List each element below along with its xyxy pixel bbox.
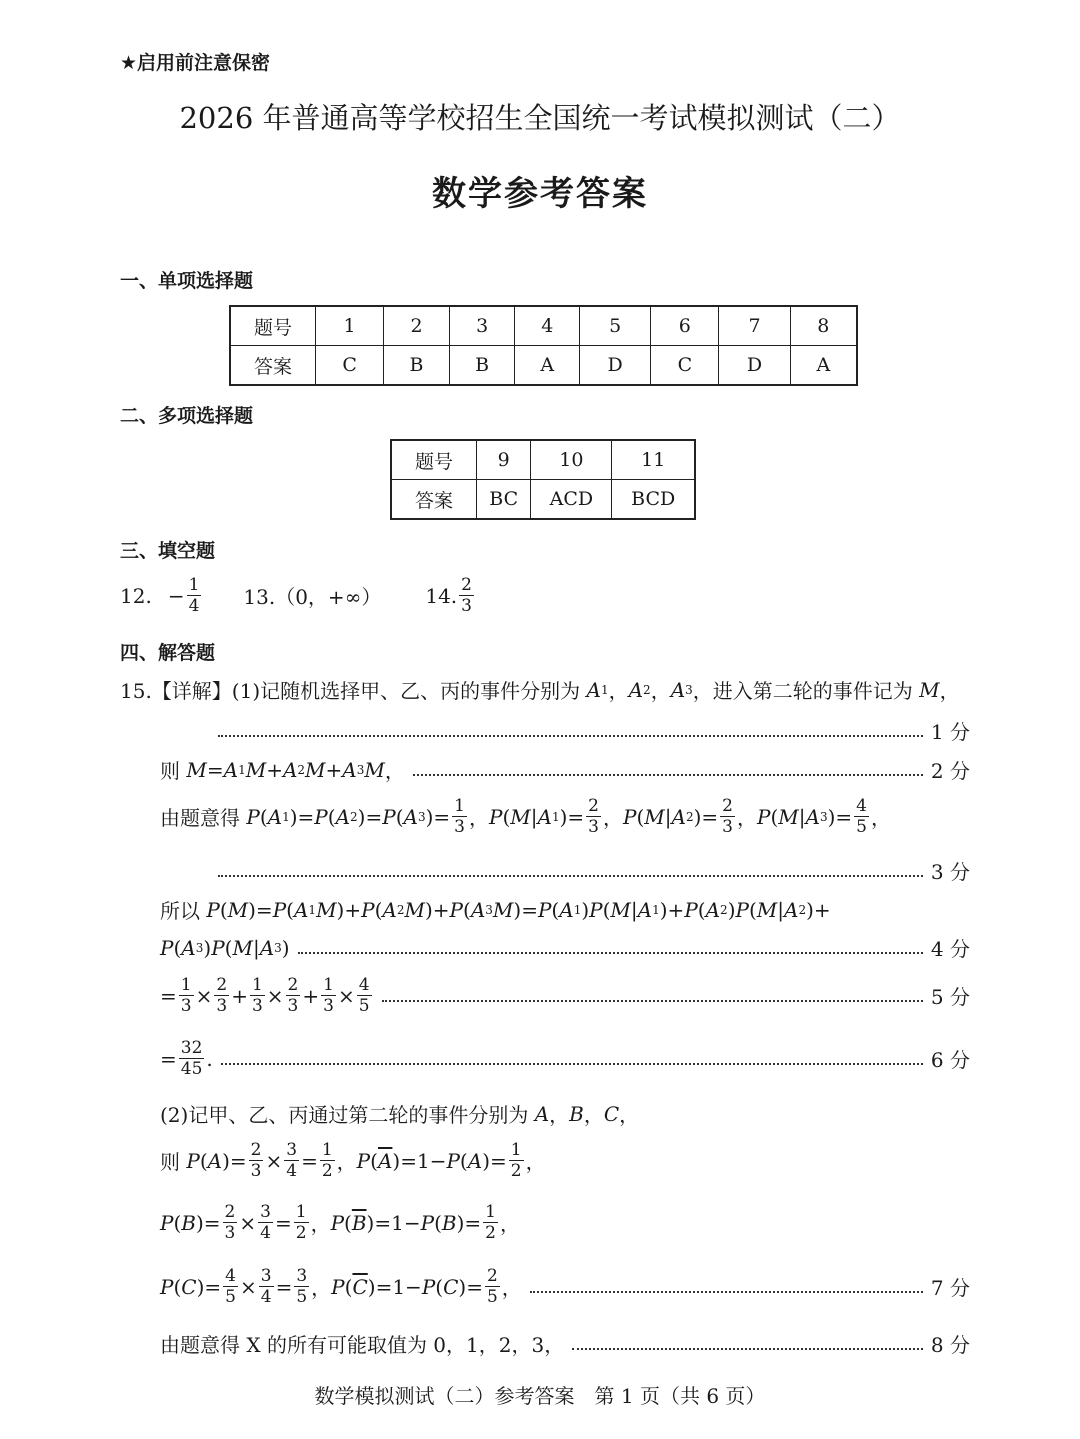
solution-line: P ( A 3 ) P ( M | A 3 ) 4 分 [160,933,970,962]
solution-line: 则 P ( A )= 2 3 × 3 4 = 1 2 ， P ( $\overline{A}$ )=1− P ( A )= 1 2 ， [160,1140,546,1181]
table-cell: C [651,346,719,386]
score-label: 2 分 [930,759,970,783]
table-row [230,306,857,346]
q12-label: 12. [120,583,152,608]
table-header-cell: 答案 [391,480,477,520]
table-cell: 11 [612,440,695,480]
table-cell: B [384,346,450,386]
table-cell: 4 [515,306,580,346]
confidential-notice: ★启用前注意保密 [120,52,271,74]
section-heading-multiple-choice: 二、多项选择题 [120,405,254,427]
single-choice-answer-table [229,305,858,386]
section-heading-single-choice: 一、单项选择题 [120,270,254,292]
table-cell: 8 [790,306,857,346]
solution-line: 15.【详解】(1)记随机选择甲、乙、丙的事件分别为 A 1 ， A 2 ， A 3 ，进入第二轮的事件记为 M ， [120,677,960,703]
solution-line: = 1 3 × 2 3 + 1 3 × 2 3 + 1 3 × 4 5 5 分 [160,975,970,1016]
solution-line: 由题意得 X 的所有可能取值为 0，1，2，3， 8 分 [160,1329,970,1358]
score-label: 3 分 [930,860,970,884]
table-cell: 10 [531,440,612,480]
table-row [391,480,695,520]
page-footer: 数学模拟测试（二）参考答案 第 1 页（共 6 页） [314,1384,766,1408]
table-cell: D [580,346,651,386]
solution-line: P ( B )= 2 3 × 3 4 = 1 2 ， P ( $\overline{B}$ )=1− P ( B )= 1 2 ， [160,1202,520,1243]
score-label: 5 分 [930,985,970,1009]
table-cell: 3 [449,306,515,346]
fill-blank-answers [120,575,476,616]
table-cell: 2 [384,306,450,346]
table-cell: BC [477,480,531,520]
multiple-choice-answer-table [390,439,696,520]
table-cell: D [719,346,790,386]
table-header-cell: 题号 [230,306,316,346]
table-cell: BCD [612,480,695,520]
section-heading-solutions: 四、解答题 [120,642,216,664]
table-cell: C [316,346,384,386]
table-cell: A [515,346,580,386]
solution-line: 则 M = A 1 M + A 2 M + A 3 M ， 2 分 [160,755,970,784]
score-label: 1 分 [930,720,970,744]
solution-line: 由题意得 P ( A 1 )= P ( A 2 )= P ( A 3 )= 1 3 ， P ( M | A 1 )= 2 3 ， P ( M | A 2 )= 2 3 ， P ( M | A 3 )= 4 5 ， [160,796,891,837]
q14-label: 14. [425,583,458,608]
q12-sign: − [167,583,185,608]
q12-fraction: $\frac{1}{4}$ [188,575,200,616]
solution-line: = 32 45 . 6 分 [160,1038,970,1079]
score-label: 4 分 [930,937,970,961]
table-cell: 9 [477,440,531,480]
table-header-cell: 答案 [230,346,316,386]
exam-title: 2026 年普通高等学校招生全国统一考试模拟测试（二） [179,101,901,135]
table-row [391,440,695,480]
table-cell: 6 [651,306,719,346]
table-cell: B [449,346,515,386]
score-label: 8 分 [930,1333,970,1357]
score-line [210,856,970,885]
table-cell: 5 [580,306,651,346]
page-title: 数学参考答案 [432,174,648,214]
solution-line: P ( C )= 4 5 × 3 4 = 3 5 ， P ( $\overline{C}$ )=1− P ( C )= 2 5 ， 7 分 [160,1266,970,1307]
table-cell: ACD [531,480,612,520]
table-cell: 1 [316,306,384,346]
table-cell: A [790,346,857,386]
q13-answer: 13.（0，+∞） [243,585,382,609]
table-header-cell: 题号 [391,440,477,480]
score-label: 7 分 [930,1276,970,1300]
solution-line: 所以 P ( M )= P ( A 1 M )+ P ( A 2 M )+ P ( A 3 M )= P ( A 1 ) P ( M | A 1 )+ P ( A 2 ) P ( M | A 2 )+ [160,897,831,923]
solution-line: (2)记甲、乙、丙通过第二轮的事件分别为 A ， B ， C ， [160,1101,640,1127]
table-row [230,346,857,386]
section-heading-fill-blank: 三、填空题 [120,540,216,562]
score-line [210,716,970,745]
score-label: 6 分 [930,1048,970,1072]
q14-fraction: 2 3 [461,575,472,616]
table-cell: 7 [719,306,790,346]
